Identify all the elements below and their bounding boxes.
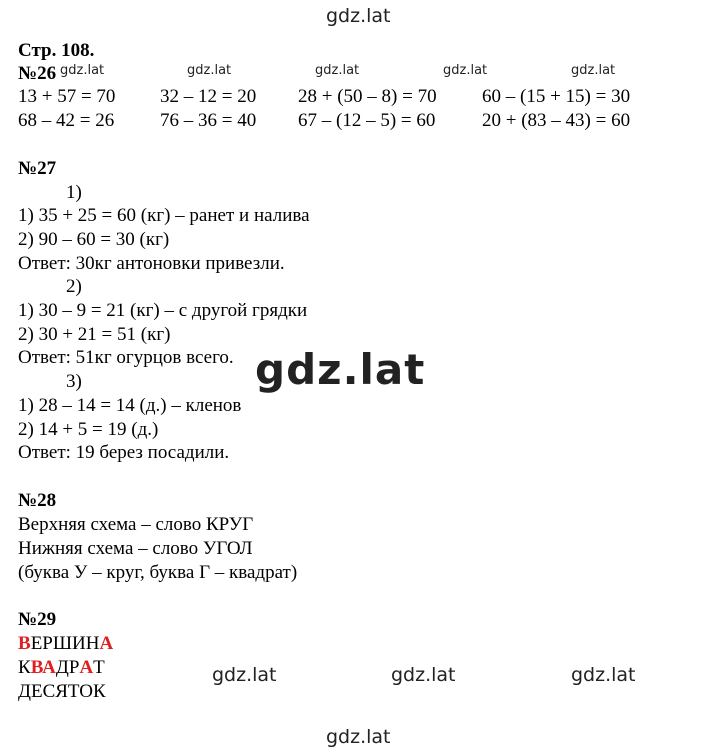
word-part: К (18, 657, 31, 678)
equation: 68 – 42 = 26 (18, 110, 115, 131)
highlighted-letter: А (79, 657, 94, 678)
watermark-bottom-row: gdz.lat (212, 664, 277, 686)
task-part-label: 2) (66, 276, 82, 297)
watermark-small: gdz.lat (443, 63, 488, 78)
answer-line: Ответ: 30кг антоновки привезли. (18, 253, 285, 274)
highlighted-letter: А (42, 657, 56, 678)
solution-line: 1) 30 – 9 = 21 (кг) – с другой грядки (18, 300, 308, 321)
watermark-small: gdz.lat (571, 63, 616, 78)
solution-line: 2) 30 + 21 = 51 (кг) (18, 324, 171, 345)
solution-line: 2) 14 + 5 = 19 (д.) (18, 419, 159, 440)
equation: 13 + 57 = 70 (18, 86, 116, 107)
word-part: ДР (55, 657, 80, 678)
exercise-26-number: №26 (18, 63, 57, 84)
equation: 76 – 36 = 40 (160, 110, 257, 131)
answer-line: Ответ: 51кг огурцов всего. (18, 347, 234, 368)
answer-line: Ответ: 19 берез посадили. (18, 442, 230, 463)
exercise-29-number: №29 (18, 609, 57, 630)
equation: 32 – 12 = 20 (160, 86, 257, 107)
word-vershina (18, 632, 113, 656)
solution-line: 1) 35 + 25 = 60 (кг) – ранет и налива (18, 205, 310, 226)
equation: 67 – (12 – 5) = 60 (298, 110, 436, 131)
solution-line: 1) 28 – 14 = 14 (д.) – кленов (18, 395, 242, 416)
watermark-small: gdz.lat (60, 63, 105, 78)
highlighted-letter: А (99, 633, 114, 654)
word-part: ЕРШИН (30, 633, 100, 654)
equation: 60 – (15 + 15) = 30 (482, 86, 631, 107)
watermark-footer: gdz.lat (326, 726, 391, 748)
watermark-top: gdz.lat (326, 5, 391, 27)
answer-line: Нижняя схема – слово УГОЛ (18, 538, 253, 559)
watermark-large: gdz.lat (255, 345, 426, 394)
watermark-bottom-row: gdz.lat (391, 664, 456, 686)
word-desyatok (18, 680, 106, 704)
page-heading: Стр. 108. (18, 40, 95, 61)
solution-line: 2) 90 – 60 = 30 (кг) (18, 229, 170, 250)
answer-line: Верхняя схема – слово КРУГ (18, 514, 254, 535)
highlighted-letter: В (18, 633, 31, 654)
task-part-label: 1) (66, 182, 82, 203)
watermark-small: gdz.lat (187, 63, 232, 78)
word-part: Т (93, 657, 105, 678)
watermark-small: gdz.lat (315, 63, 360, 78)
equation: 28 + (50 – 8) = 70 (298, 86, 437, 107)
equation: 20 + (83 – 43) = 60 (482, 110, 631, 131)
exercise-27-number: №27 (18, 158, 57, 179)
word-kvadrat (18, 656, 105, 680)
exercise-28-number: №28 (18, 490, 57, 511)
watermark-bottom-row: gdz.lat (571, 664, 636, 686)
answer-line: (буква У – круг, буква Г – квадрат) (18, 562, 298, 583)
task-part-label: 3) (66, 371, 82, 392)
highlighted-letter: В (30, 657, 43, 678)
word-part: ДЕСЯТОК (18, 681, 106, 702)
